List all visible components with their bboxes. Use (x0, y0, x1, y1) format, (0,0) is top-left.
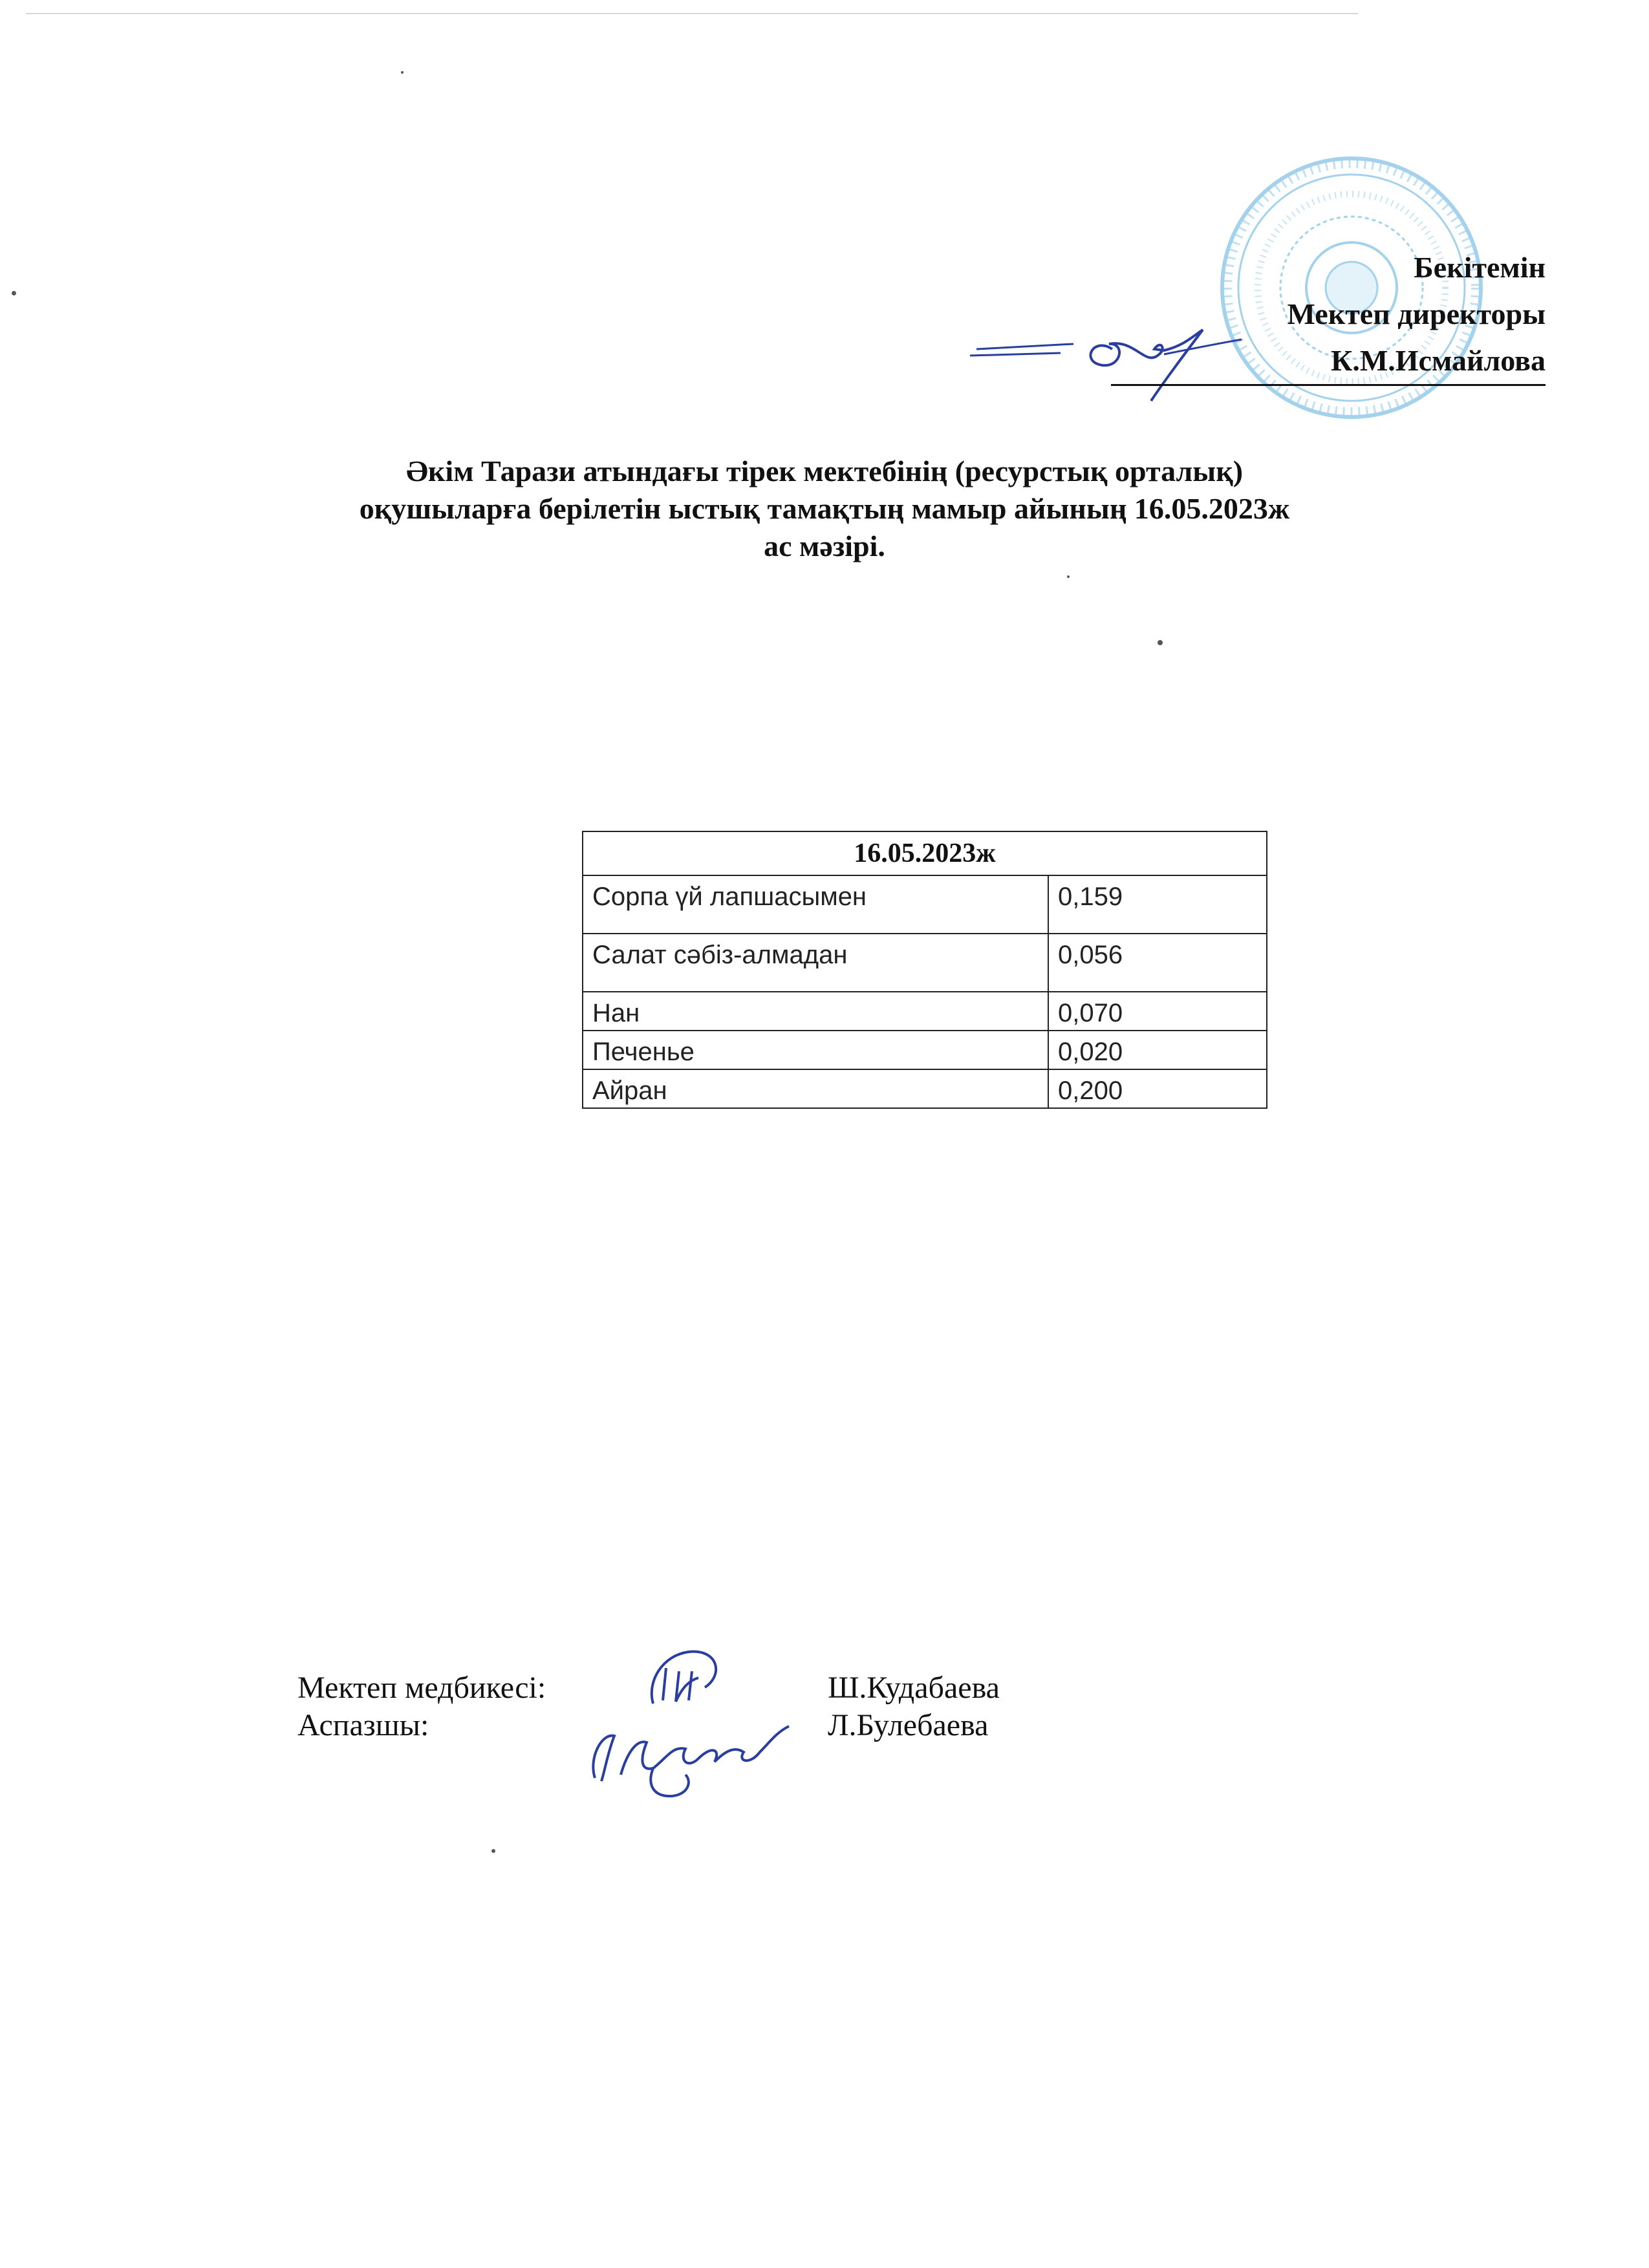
menu-date-header: 16.05.2023ж (583, 831, 1267, 875)
title-line-3: ас мәзірі. (764, 530, 885, 562)
menu-item-name: Нан (583, 992, 1048, 1031)
menu-item-name: Салат сәбіз-алмадан (583, 934, 1048, 992)
menu-item-value: 0,200 (1048, 1069, 1267, 1108)
scan-speck (12, 291, 16, 295)
signature-row-cook (297, 1707, 1138, 1744)
scan-speck (491, 1849, 495, 1853)
title-line-2: оқушыларға берілетін ыстық тамақтың мамыр айының 16.05.2023ж (359, 492, 1290, 525)
nurse-role: Мектеп медбикесі: (297, 1671, 546, 1705)
approval-heading: Бекітемін (1414, 251, 1546, 284)
nurse-name: Ш.Кудабаева (828, 1671, 1000, 1705)
approval-director-name: К.М.Исмайлова (1111, 337, 1546, 386)
approval-block (1054, 244, 1546, 386)
cook-name: Л.Булебаева (828, 1708, 989, 1742)
menu-item-value: 0,020 (1048, 1031, 1267, 1069)
scan-edge-line (26, 13, 1358, 14)
document-title (0, 453, 1649, 565)
scan-speck (1158, 640, 1163, 645)
signature-row-nurse (297, 1669, 1138, 1707)
scan-speck (1067, 575, 1070, 578)
approval-position: Мектеп директоры (1287, 297, 1546, 330)
table-row (583, 1031, 1267, 1069)
signatures-block (297, 1669, 1138, 1744)
title-line-1: Әкім Тарази атындағы тірек мектебінің (ресурстық орталық) (405, 455, 1244, 487)
scan-speck (401, 71, 404, 74)
menu-item-value: 0,056 (1048, 934, 1267, 992)
table-row (583, 1069, 1267, 1108)
menu-item-name: Айран (583, 1069, 1048, 1108)
table-row (583, 992, 1267, 1031)
menu-item-value: 0,159 (1048, 875, 1267, 934)
table-row (583, 934, 1267, 992)
table-row (583, 875, 1267, 934)
menu-item-value: 0,070 (1048, 992, 1267, 1031)
cook-role: Аспазшы: (297, 1708, 429, 1742)
menu-item-name: Сорпа үй лапшасымен (583, 875, 1048, 934)
menu-table (582, 831, 1267, 1109)
menu-item-name: Печенье (583, 1031, 1048, 1069)
